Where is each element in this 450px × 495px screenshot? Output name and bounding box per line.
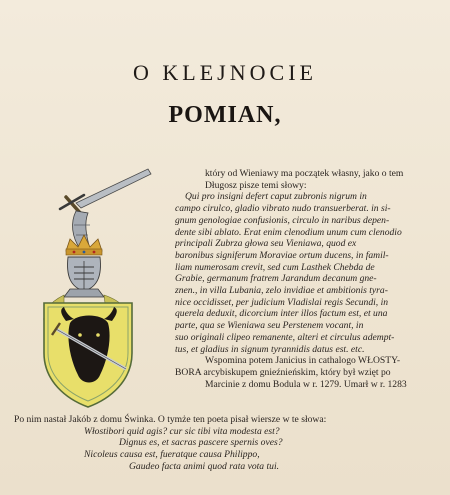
crest-name: POMIAN,: [168, 102, 282, 128]
latin-quote-line: Qui pro insigni defert caput zubronis nigrum in: [185, 191, 367, 203]
latin-quote-line: tus, et gladius in signum tyrannidis datus est. etc.: [175, 343, 365, 355]
coat-of-arms-illustration: [30, 163, 170, 408]
text-line: BORA arcybiskupem gnieźnieńskim, który był wzięt po: [175, 366, 391, 378]
latin-quote-line: dente sibi ablato. Erat enim clenodium unum cum clenodio: [175, 226, 402, 238]
latin-quote-line: querela deduxit, dicorcium inter illos factum est, et una: [175, 308, 388, 320]
verse-line: Dignus es, et sacras pascere spernis oves?: [119, 437, 283, 449]
latin-quote-line: parte, qua se Wieniawa seu Perstenem vocant, in: [175, 320, 364, 332]
latin-quote-line: gnum genologiae confusionis, circulo in naribus depen-: [175, 214, 390, 226]
text-line: który od Wieniawy ma początek własny, jako o tem: [205, 168, 404, 179]
latin-quote-line: baronibus signiferum Moraviae ortum ducens, in famil-: [175, 249, 389, 261]
bottom-text: [14, 414, 439, 473]
helmet-icon: [64, 257, 104, 297]
latin-quote-line: znen., in villa Lubania, zelo invidiae et ambitionis tyra-: [175, 285, 388, 297]
latin-quote-line: liam numerosam crevit, sed cum Lasthek Chebda de: [175, 261, 375, 273]
verse-line: Włostibori quid agis? cur sic tibi vita modesta est?: [84, 425, 280, 437]
text-line: Wspomina potem Janicius in cathalogo WŁOSTY-: [205, 355, 401, 367]
text-line: Długosz pisze temi słowy:: [205, 179, 307, 191]
verse-line: Gaudeo facta animi quod rata vota tui.: [129, 460, 280, 472]
text-line: Marcinie z domu Bodula w r. 1279. Umarł w r. 1283: [205, 378, 407, 390]
latin-quote-line: principali Zubrza głowa seu Vieniawa, quod ex: [175, 238, 357, 250]
text-line: Po nim nastał Jakób z domu Świnka. O tymże ten poeta pisał wiersze w te słowa:: [14, 414, 327, 425]
latin-quote-line: suo originali clipeo remanente, alteri et circulus adempt-: [175, 331, 395, 343]
crown-icon: [66, 235, 102, 255]
latin-quote-line: campo cirulco, gladio vibrato nudo transuerberat. in si-: [175, 203, 391, 215]
latin-quote-line: nice occidisset, per judicium Vladislai regis Secundi, in: [175, 296, 389, 308]
latin-quote-line: Grabie, germanum fratrem Jarandum decanum gne-: [175, 273, 377, 285]
page-title: O KLEJNOCIE: [133, 60, 317, 85]
verse-line: Nicoleus causa est, fueratque causa Philippo,: [84, 449, 260, 461]
main-text-column: [175, 168, 439, 390]
sword-icon: [60, 169, 151, 215]
